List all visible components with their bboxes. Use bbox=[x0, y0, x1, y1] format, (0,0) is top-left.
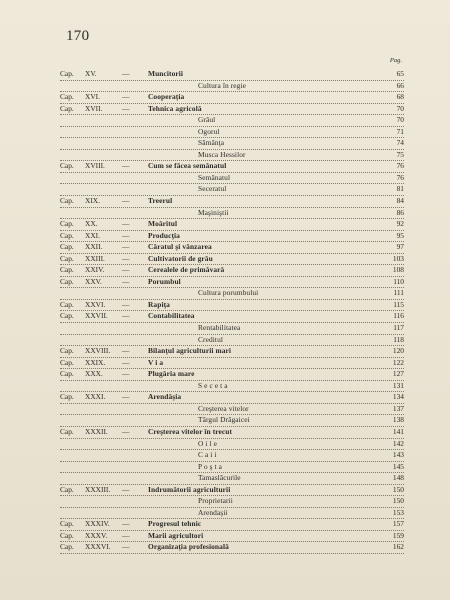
toc-row bbox=[60, 173, 404, 185]
toc-row bbox=[60, 369, 404, 381]
toc-row bbox=[60, 542, 404, 554]
page-ref: 68 bbox=[396, 92, 404, 102]
chapter-number: XXVI. bbox=[85, 299, 106, 309]
toc-row bbox=[60, 531, 404, 543]
page-ref: 145 bbox=[392, 461, 404, 471]
toc-row bbox=[60, 208, 404, 220]
subsection-title: Maşiniştii bbox=[198, 207, 229, 217]
toc-row bbox=[60, 473, 404, 485]
subsection-title: Tamaslăcurile bbox=[198, 473, 241, 483]
page-ref: 150 bbox=[392, 484, 404, 494]
chapter-label: Cap. bbox=[60, 276, 74, 286]
dash-separator: — bbox=[122, 103, 130, 113]
toc-row bbox=[60, 231, 404, 243]
toc-row bbox=[60, 427, 404, 439]
toc-row bbox=[60, 265, 404, 277]
chapter-label: Cap. bbox=[60, 265, 74, 275]
table-of-contents bbox=[60, 69, 404, 554]
toc-row bbox=[60, 346, 404, 358]
chapter-number: XXVIII. bbox=[85, 346, 111, 356]
subsection-title: Grâul bbox=[198, 115, 216, 125]
chapter-number: XV. bbox=[85, 69, 97, 78]
chapter-title: Cerealele de primăvară bbox=[148, 265, 225, 275]
chapter-number: XXXIII. bbox=[85, 484, 111, 494]
toc-row bbox=[60, 358, 404, 370]
chapter-label: Cap. bbox=[60, 484, 74, 494]
chapter-title: Arendăşia bbox=[148, 392, 182, 402]
chapter-title: Muncitorii bbox=[148, 69, 184, 78]
page-ref: 74 bbox=[396, 138, 404, 148]
chapter-number: XVI. bbox=[85, 92, 100, 102]
chapter-label: Cap. bbox=[60, 242, 74, 252]
page-ref: 131 bbox=[392, 380, 404, 390]
subsection-title: Seceratul bbox=[198, 184, 227, 194]
chapter-number: XXVII. bbox=[85, 311, 108, 321]
page-ref: 111 bbox=[393, 288, 404, 298]
chapter-title: Indrumătorii agriculturii bbox=[148, 484, 231, 494]
page-ref: 97 bbox=[396, 242, 404, 252]
chapter-title: Căratul şi vânzarea bbox=[148, 242, 212, 252]
chapter-title: Cultivatorii de grâu bbox=[148, 253, 213, 263]
dash-separator: — bbox=[122, 242, 130, 252]
dash-separator: — bbox=[122, 357, 130, 367]
page-ref: 76 bbox=[396, 161, 404, 171]
subsection-title: Semănatul bbox=[198, 172, 231, 182]
chapter-number: XX. bbox=[85, 219, 98, 229]
dash-separator: — bbox=[122, 69, 130, 78]
subsection-title: P o ş t a bbox=[198, 461, 223, 471]
toc-row bbox=[60, 254, 404, 266]
subsection-title: S e c e t a bbox=[198, 380, 228, 390]
toc-row bbox=[60, 242, 404, 254]
page-ref: 86 bbox=[396, 207, 404, 217]
chapter-title: Bilanţul agriculturii mari bbox=[148, 346, 232, 356]
toc-row bbox=[60, 69, 404, 81]
toc-row bbox=[60, 150, 404, 162]
chapter-number: XXII. bbox=[85, 242, 103, 252]
subsection-title: C a i i bbox=[198, 450, 217, 460]
chapter-title: Organizaţia profesională bbox=[148, 542, 229, 552]
subsection-title: Ogorul bbox=[198, 126, 220, 136]
chapter-label: Cap. bbox=[60, 196, 74, 206]
subsection-title: Târgul Drăgaicei bbox=[198, 415, 250, 425]
toc-row bbox=[60, 219, 404, 231]
chapter-label: Cap. bbox=[60, 69, 74, 78]
subsection-title: Creşterea vitelor bbox=[198, 403, 249, 413]
chapter-title: Cooperaţia bbox=[148, 92, 185, 102]
chapter-number: XXIX. bbox=[85, 357, 106, 367]
page-ref: 134 bbox=[392, 392, 404, 402]
toc-row bbox=[60, 277, 404, 289]
page-ref: 137 bbox=[392, 403, 404, 413]
page-ref: 70 bbox=[396, 115, 404, 125]
chapter-label: Cap. bbox=[60, 519, 74, 529]
chapter-label: Cap. bbox=[60, 219, 74, 229]
chapter-title: Treerul bbox=[148, 196, 173, 206]
dash-separator: — bbox=[122, 253, 130, 263]
chapter-title: Tehnica agricolă bbox=[148, 103, 202, 113]
page-ref: 115 bbox=[393, 299, 404, 309]
toc-row bbox=[60, 450, 404, 462]
page-ref: 75 bbox=[396, 149, 404, 159]
chapter-label: Cap. bbox=[60, 103, 74, 113]
page-ref: 81 bbox=[396, 184, 404, 194]
toc-row bbox=[60, 311, 404, 323]
page-ref: 159 bbox=[392, 530, 404, 540]
dash-separator: — bbox=[122, 311, 130, 321]
toc-row bbox=[60, 81, 404, 93]
chapter-title: Creşterea vitelor în trecut bbox=[148, 426, 233, 436]
chapter-number: XXX. bbox=[85, 369, 103, 379]
dash-separator: — bbox=[122, 196, 130, 206]
toc-row bbox=[60, 404, 404, 416]
page-ref: 66 bbox=[396, 80, 404, 90]
toc-row bbox=[60, 508, 404, 520]
page-ref: 65 bbox=[396, 69, 404, 78]
chapter-title: Progresul tehnic bbox=[148, 519, 202, 529]
page-ref: 71 bbox=[396, 126, 404, 136]
toc-row bbox=[60, 92, 404, 104]
chapter-title: Rapiţa bbox=[148, 299, 170, 309]
page-ref: 110 bbox=[393, 276, 404, 286]
toc-row bbox=[60, 161, 404, 173]
chapter-title: Marii agricultori bbox=[148, 530, 204, 540]
chapter-label: Cap. bbox=[60, 253, 74, 263]
page-ref: 118 bbox=[393, 334, 404, 344]
page-ref: 76 bbox=[396, 172, 404, 182]
dash-separator: — bbox=[122, 276, 130, 286]
page-ref: 122 bbox=[392, 357, 404, 367]
page-ref: 103 bbox=[392, 253, 404, 263]
chapter-number: XXIV. bbox=[85, 265, 105, 275]
page-ref: 70 bbox=[396, 103, 404, 113]
page-ref: 92 bbox=[396, 219, 404, 229]
page-ref: 138 bbox=[392, 415, 404, 425]
chapter-number: XXXVI. bbox=[85, 542, 111, 552]
pag-column-label: Pag. bbox=[389, 57, 402, 64]
toc-row bbox=[60, 519, 404, 531]
toc-row bbox=[60, 138, 404, 150]
subsection-title: Musca Hessilor bbox=[198, 149, 246, 159]
chapter-label: Cap. bbox=[60, 311, 74, 321]
chapter-title: Cum se făcea semănatul bbox=[148, 161, 227, 171]
dash-separator: — bbox=[122, 92, 130, 102]
page-ref: 117 bbox=[393, 323, 404, 333]
page-number: 170 bbox=[66, 28, 90, 44]
dash-separator: — bbox=[122, 299, 130, 309]
page-ref: 157 bbox=[392, 519, 404, 529]
page-ref: 116 bbox=[393, 311, 404, 321]
dash-separator: — bbox=[122, 519, 130, 529]
toc-row bbox=[60, 415, 404, 427]
subsection-title: Rentabilitatea bbox=[198, 323, 241, 333]
toc-row bbox=[60, 335, 404, 347]
chapter-title: Producţia bbox=[148, 230, 180, 240]
chapter-number: XXI. bbox=[85, 230, 100, 240]
toc-row bbox=[60, 184, 404, 196]
dash-separator: — bbox=[122, 161, 130, 171]
page-ref: 108 bbox=[392, 265, 404, 275]
subsection-title: Cultura porumbului bbox=[198, 288, 259, 298]
dash-separator: — bbox=[122, 369, 130, 379]
chapter-label: Cap. bbox=[60, 426, 74, 436]
page-ref: 150 bbox=[392, 496, 404, 506]
toc-row bbox=[60, 496, 404, 508]
subsection-title: Sămânţa bbox=[198, 138, 225, 148]
chapter-number: XXXII. bbox=[85, 426, 108, 436]
dash-separator: — bbox=[122, 530, 130, 540]
page-ref: 95 bbox=[396, 230, 404, 240]
chapter-label: Cap. bbox=[60, 299, 74, 309]
toc-row bbox=[60, 439, 404, 451]
chapter-title: Plugăria mare bbox=[148, 369, 195, 379]
chapter-number: XXV. bbox=[85, 276, 102, 286]
toc-row bbox=[60, 300, 404, 312]
chapter-label: Cap. bbox=[60, 230, 74, 240]
toc-row bbox=[60, 485, 404, 497]
page-ref: 127 bbox=[392, 369, 404, 379]
dash-separator: — bbox=[122, 230, 130, 240]
chapter-number: XXXV. bbox=[85, 530, 108, 540]
chapter-title: V i a bbox=[148, 357, 164, 367]
chapter-label: Cap. bbox=[60, 530, 74, 540]
page-ref: 153 bbox=[392, 507, 404, 517]
page-ref: 142 bbox=[392, 438, 404, 448]
chapter-number: XIX. bbox=[85, 196, 100, 206]
toc-row bbox=[60, 127, 404, 139]
dash-separator: — bbox=[122, 426, 130, 436]
subsection-title: Cultura în regie bbox=[198, 80, 246, 90]
chapter-label: Cap. bbox=[60, 369, 74, 379]
page-ref: 120 bbox=[392, 346, 404, 356]
toc-row bbox=[60, 104, 404, 116]
toc-row bbox=[60, 381, 404, 393]
subsection-title: Arendaşii bbox=[198, 507, 228, 517]
toc-row bbox=[60, 323, 404, 335]
page-ref: 148 bbox=[392, 473, 404, 483]
chapter-title: Moăritul bbox=[148, 219, 178, 229]
chapter-number: XVIII. bbox=[85, 161, 105, 171]
page-ref: 143 bbox=[392, 450, 404, 460]
dash-separator: — bbox=[122, 346, 130, 356]
page-ref: 162 bbox=[392, 542, 404, 552]
chapter-title: Contabilitatea bbox=[148, 311, 195, 321]
chapter-label: Cap. bbox=[60, 346, 74, 356]
page-ref: 84 bbox=[396, 196, 404, 206]
toc-row bbox=[60, 288, 404, 300]
subsection-title: Creditul bbox=[198, 334, 224, 344]
dash-separator: — bbox=[122, 265, 130, 275]
chapter-label: Cap. bbox=[60, 92, 74, 102]
chapter-label: Cap. bbox=[60, 392, 74, 402]
chapter-number: XXXI. bbox=[85, 392, 106, 402]
chapter-number: XXXIV. bbox=[85, 519, 110, 529]
toc-row bbox=[60, 196, 404, 208]
toc-row bbox=[60, 462, 404, 474]
subsection-title: O i l e bbox=[198, 438, 217, 448]
chapter-number: XXIII. bbox=[85, 253, 105, 263]
toc-row bbox=[60, 392, 404, 404]
dash-separator: — bbox=[122, 542, 130, 552]
chapter-label: Cap. bbox=[60, 161, 74, 171]
page-ref: 141 bbox=[392, 426, 404, 436]
subsection-title: Proprietarii bbox=[198, 496, 233, 506]
chapter-label: Cap. bbox=[60, 357, 74, 367]
chapter-number: XVII. bbox=[85, 103, 103, 113]
dash-separator: — bbox=[122, 392, 130, 402]
chapter-title: Porumbul bbox=[148, 276, 181, 286]
dash-separator: — bbox=[122, 219, 130, 229]
chapter-label: Cap. bbox=[60, 542, 74, 552]
toc-row bbox=[60, 115, 404, 127]
dash-separator: — bbox=[122, 484, 130, 494]
